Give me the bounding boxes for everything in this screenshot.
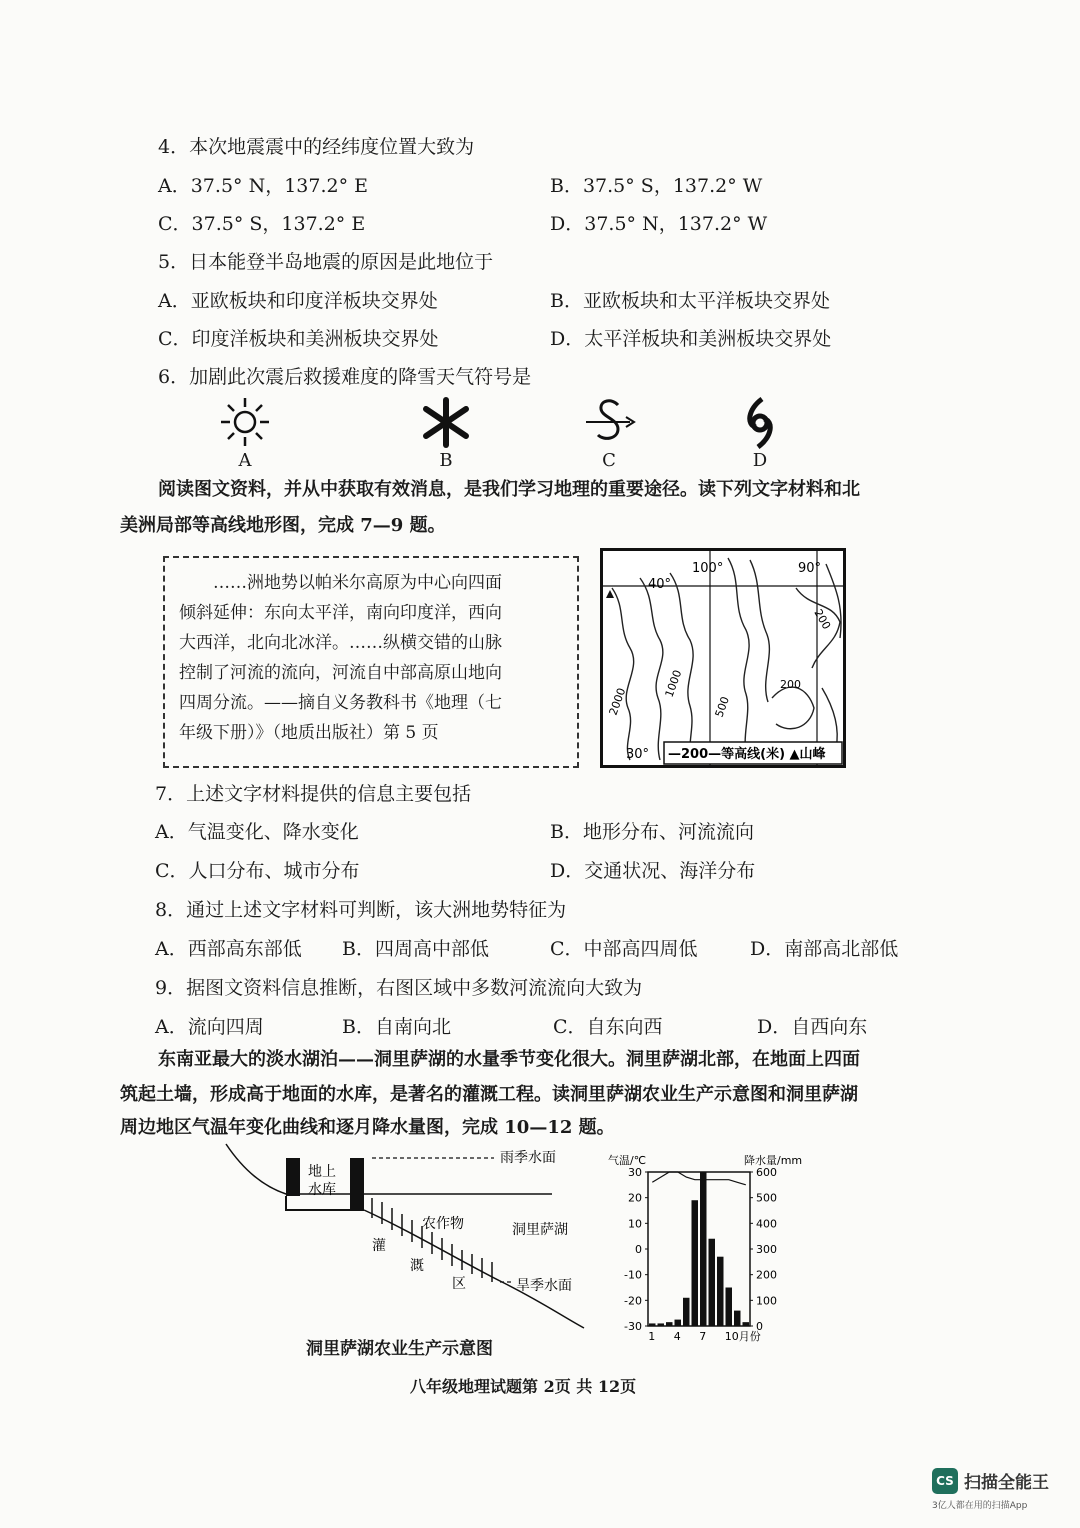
q4-option-b: B．37.5° S，137.2° W [550,175,763,197]
y-left-axis-label: 气温/℃ [608,1154,647,1167]
y-left-tick: -20 [624,1294,642,1308]
diagram-caption: 洞里萨湖农业生产示意图 [306,1339,493,1359]
intro2-line2: 筑起土墙，形成高于地面的水库，是著名的灌溉工程。读洞里萨湖农业生产示意图和洞里萨湖 [120,1084,858,1105]
y-left-tick: -10 [624,1268,642,1282]
symbol-label-c: C [602,450,616,471]
q4-option-a: A．37.5° N，137.2° E [158,175,368,197]
climate-chart [606,1150,814,1350]
contour-label-1000: 1000 [662,668,685,700]
q7-stem: 7．上述文字材料提供的信息主要包括 [155,783,472,805]
precipitation-bar [717,1257,724,1326]
crops-label: 农作物 [422,1216,464,1232]
precipitation-bar [700,1172,707,1326]
y-left-tick: 0 [635,1243,642,1256]
watermark-name: 扫描全能王 [964,1473,1049,1493]
q8-option-a: A．西部高东部低 [155,938,302,960]
contour-label-500: 500 [712,694,733,720]
precipitation-bar [666,1322,673,1326]
contour-label-200-b: 200 [811,607,834,632]
intro2-line1: 东南亚最大的淡水湖泊——洞里萨湖的水量季节变化很大。洞里萨湖北部，在地面上四面 [158,1049,860,1070]
y-right-tick: 300 [756,1243,777,1256]
typhoon-symbol-icon [738,395,782,450]
intro2-line3: 周边地区气温年变化曲线和逐月降水量图，完成 10—12 题。 [120,1117,615,1138]
snow-symbol-icon [418,395,474,450]
q9-stem: 9．据图文资料信息推断，右图区域中多数河流流向大致为 [155,977,643,999]
y-left-tick: 10 [628,1217,642,1231]
excerpt-box [163,556,579,768]
page-footer: 八年级地理试题第 2页 共 12页 [410,1377,637,1396]
q7-option-d: D．交通状况、海洋分布 [550,860,756,882]
contour-label-200: 200 [780,678,801,691]
precipitation-bar [734,1311,741,1326]
q9-option-d: D．自西向东 [757,1016,868,1038]
precipitation-bar [683,1298,690,1326]
contour-map [600,548,846,768]
symbol-label-a: A [238,450,252,471]
y-left-tick: 20 [628,1191,642,1205]
q7-option-a: A．气温变化、降水变化 [155,821,359,843]
map-legend: —200—等高线(米) ▲山峰 [668,747,826,762]
intro1-line2: 美洲局部等高线地形图，完成 7—9 题。 [120,515,446,536]
precipitation-bar [743,1322,750,1326]
y-left-tick: 30 [628,1166,642,1179]
q4-option-d: D．37.5° N，137.2° W [550,213,768,235]
plot-frame [648,1172,750,1326]
precipitation-bar [726,1288,733,1327]
q8-stem: 8．通过上述文字材料可判断，该大洲地势特征为 [155,899,567,921]
q5-option-b: B．亚欧板块和太平洋板块交界处 [550,290,830,312]
q9-option-b: B．自南向北 [342,1016,451,1038]
lake-label: 洞里萨湖 [512,1222,568,1238]
q5-option-c: C．印度洋板块和美洲板块交界处 [158,328,439,350]
irrigation-char-2: 溉 [410,1258,424,1274]
temperature-line [652,1172,746,1185]
q9-option-c: C．自东向西 [553,1016,663,1038]
precipitation-bar [692,1200,699,1326]
lon-left-label: 100° [692,561,724,576]
reservoir-label-1: 地上 [308,1164,336,1180]
x-tick: 1 [648,1330,656,1343]
sunny-symbol-icon [215,395,275,450]
y-left-tick: -30 [624,1320,642,1333]
q8-option-d: D．南部高北部低 [750,938,899,960]
q9-option-a: A．流向四周 [155,1016,264,1038]
y-right-tick: 400 [756,1217,777,1231]
q4-option-c: C．37.5° S，137.2° E [158,213,366,235]
q5-option-a: A．亚欧板块和印度洋板块交界处 [158,290,438,312]
lat-bottom-label: 30° [626,747,650,762]
watermark-badge-icon: CS [932,1468,958,1494]
q6-stem: 6．加剧此次震后救援难度的降雪天气符号是 [158,366,532,388]
watermark-tagline: 3亿人都在用的扫描App [932,1501,1028,1511]
q7-option-c: C．人口分布、城市分布 [155,860,360,882]
symbol-label-d: D [752,450,768,471]
lat-top-label: 40° [648,577,672,592]
symbol-label-b: B [439,450,453,471]
reservoir-label-2: 水库 [308,1182,336,1198]
q8-option-b: B．四周高中部低 [342,938,489,960]
y-right-axis-label: 降水量/mm [744,1154,803,1167]
excerpt-line: 控制了河流的流向，河流自中部高原山地向 [179,663,502,683]
y-right-tick: 100 [756,1294,777,1308]
dry-level-label: 旱季水面 [516,1278,572,1294]
excerpt-line: ……洲地势以帕米尔高原为中心向四面 [213,573,502,593]
excerpt-line: 倾斜延伸：东向太平洋，南向印度洋，西向 [179,603,502,623]
lon-right-label: 90° [798,561,822,576]
q4-stem: 4．本次地震震中的经纬度位置大致为 [158,136,475,158]
irrigation-char-3: 区 [452,1276,466,1292]
precipitation-bar [675,1320,682,1326]
agriculture-diagram [222,1142,592,1332]
intro1-line1: 阅读图文资料，并从中获取有效消息，是我们学习地理的重要途径。读下列文字材料和北 [158,479,860,500]
x-tick: 10月份 [724,1330,761,1343]
q5-stem: 5．日本能登半岛地震的原因是此地位于 [158,251,494,273]
x-tick: 7 [699,1330,707,1343]
y-right-tick: 600 [756,1166,777,1179]
x-tick: 4 [673,1330,681,1343]
excerpt-line: 年级下册）》（地质出版社）第 5 页 [179,723,439,743]
precipitation-bar [658,1323,665,1326]
precipitation-bar [709,1239,716,1326]
excerpt-line: 大西洋，北向北冰洋。……纵横交错的山脉 [179,633,502,653]
rainy-level-label: 雨季水面 [500,1150,556,1166]
sandstorm-symbol-icon [582,395,638,450]
excerpt-line: 四周分流。——摘自义务教科书《地理（七 [179,693,502,713]
precipitation-bar [649,1323,656,1326]
precipitation-bars [649,1172,749,1326]
irrigation-char-1: 灌 [372,1238,386,1254]
y-right-tick: 0 [756,1320,763,1333]
q8-option-c: C．中部高四周低 [550,938,698,960]
y-right-tick: 200 [756,1268,777,1282]
q7-option-b: B．地形分布、河流流向 [550,821,754,843]
q5-option-d: D．太平洋板块和美洲板块交界处 [550,328,832,350]
contour-label-2000: 2000 [606,686,629,718]
y-right-tick: 500 [756,1191,777,1205]
